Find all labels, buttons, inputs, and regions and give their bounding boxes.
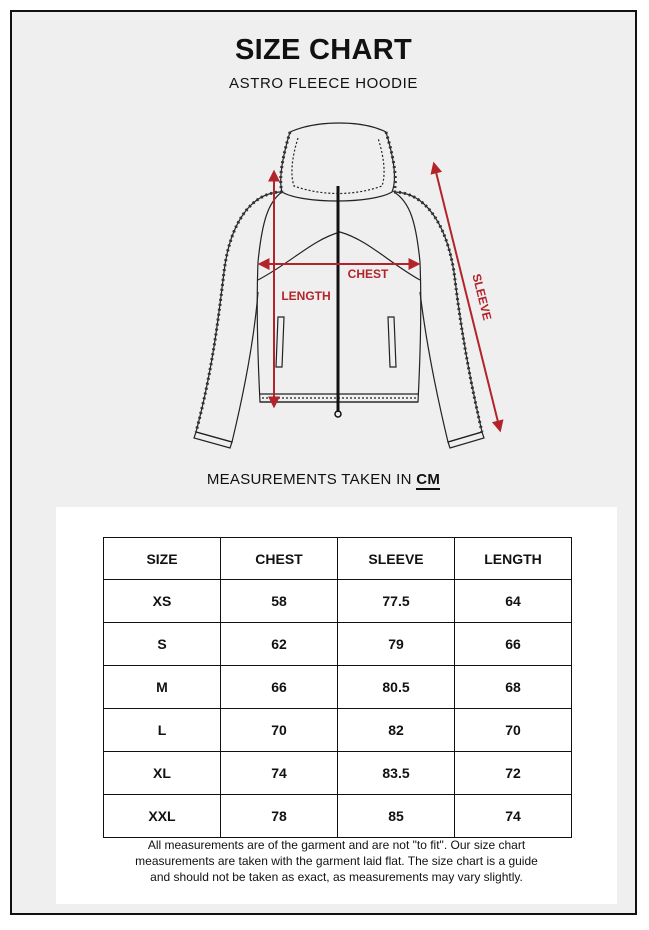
sleeve-label: SLEEVE (469, 272, 495, 322)
note-line: measurements are taken with the garment laid flat. The size chart is a guide (135, 854, 538, 868)
table-row (104, 752, 572, 795)
hoodie-diagram (172, 112, 512, 457)
sleeve-cell: 77.5 (338, 580, 455, 623)
size-cell: XS (104, 580, 221, 623)
sleeve-cell: 83.5 (338, 752, 455, 795)
table-row (104, 623, 572, 666)
column-header-sleeve: SLEEVE (338, 538, 455, 580)
size-cell: M (104, 666, 221, 709)
chest-cell: 58 (221, 580, 338, 623)
chest-cell: 70 (221, 709, 338, 752)
size-table-panel (56, 507, 617, 904)
sleeve-cell: 85 (338, 795, 455, 838)
chest-cell: 78 (221, 795, 338, 838)
zipper (335, 186, 341, 417)
chest-cell: 66 (221, 666, 338, 709)
length-cell: 74 (455, 795, 572, 838)
length-cell: 68 (455, 666, 572, 709)
disclaimer-note (76, 837, 597, 885)
size-chart-card (10, 10, 637, 915)
measurement-units (12, 471, 635, 488)
table-row (104, 795, 572, 838)
chest-cell: 74 (221, 752, 338, 795)
length-cell: 66 (455, 623, 572, 666)
chest-cell: 62 (221, 623, 338, 666)
units-prefix: MEASUREMENTS TAKEN IN (206, 471, 412, 488)
note-line: All measurements are of the garment and are not "to fit". Our size chart (147, 838, 526, 852)
column-header-size: SIZE (104, 538, 221, 580)
page-title: SIZE CHART (235, 34, 412, 66)
sleeve-cell: 82 (338, 709, 455, 752)
length-cell: 70 (455, 709, 572, 752)
column-header-chest: CHEST (221, 538, 338, 580)
note-line: and should not be taken as exact, as measurements may vary slightly. (150, 870, 523, 884)
length-cell: 72 (455, 752, 572, 795)
size-cell: L (104, 709, 221, 752)
product-name: ASTRO FLEECE HOODIE (229, 75, 418, 92)
sleeve-cell: 80.5 (338, 666, 455, 709)
size-cell: XL (104, 752, 221, 795)
units-value: CM (416, 471, 441, 488)
length-cell: 64 (455, 580, 572, 623)
sleeve-cell: 79 (338, 623, 455, 666)
size-table (103, 537, 572, 838)
size-cell: XXL (104, 795, 221, 838)
table-row (104, 666, 572, 709)
size-cell: S (104, 623, 221, 666)
length-label: LENGTH (281, 289, 331, 303)
column-header-length: LENGTH (455, 538, 572, 580)
table-row (104, 580, 572, 623)
table-row (104, 709, 572, 752)
table-header-row (104, 538, 572, 580)
chest-label: CHEST (347, 267, 389, 281)
